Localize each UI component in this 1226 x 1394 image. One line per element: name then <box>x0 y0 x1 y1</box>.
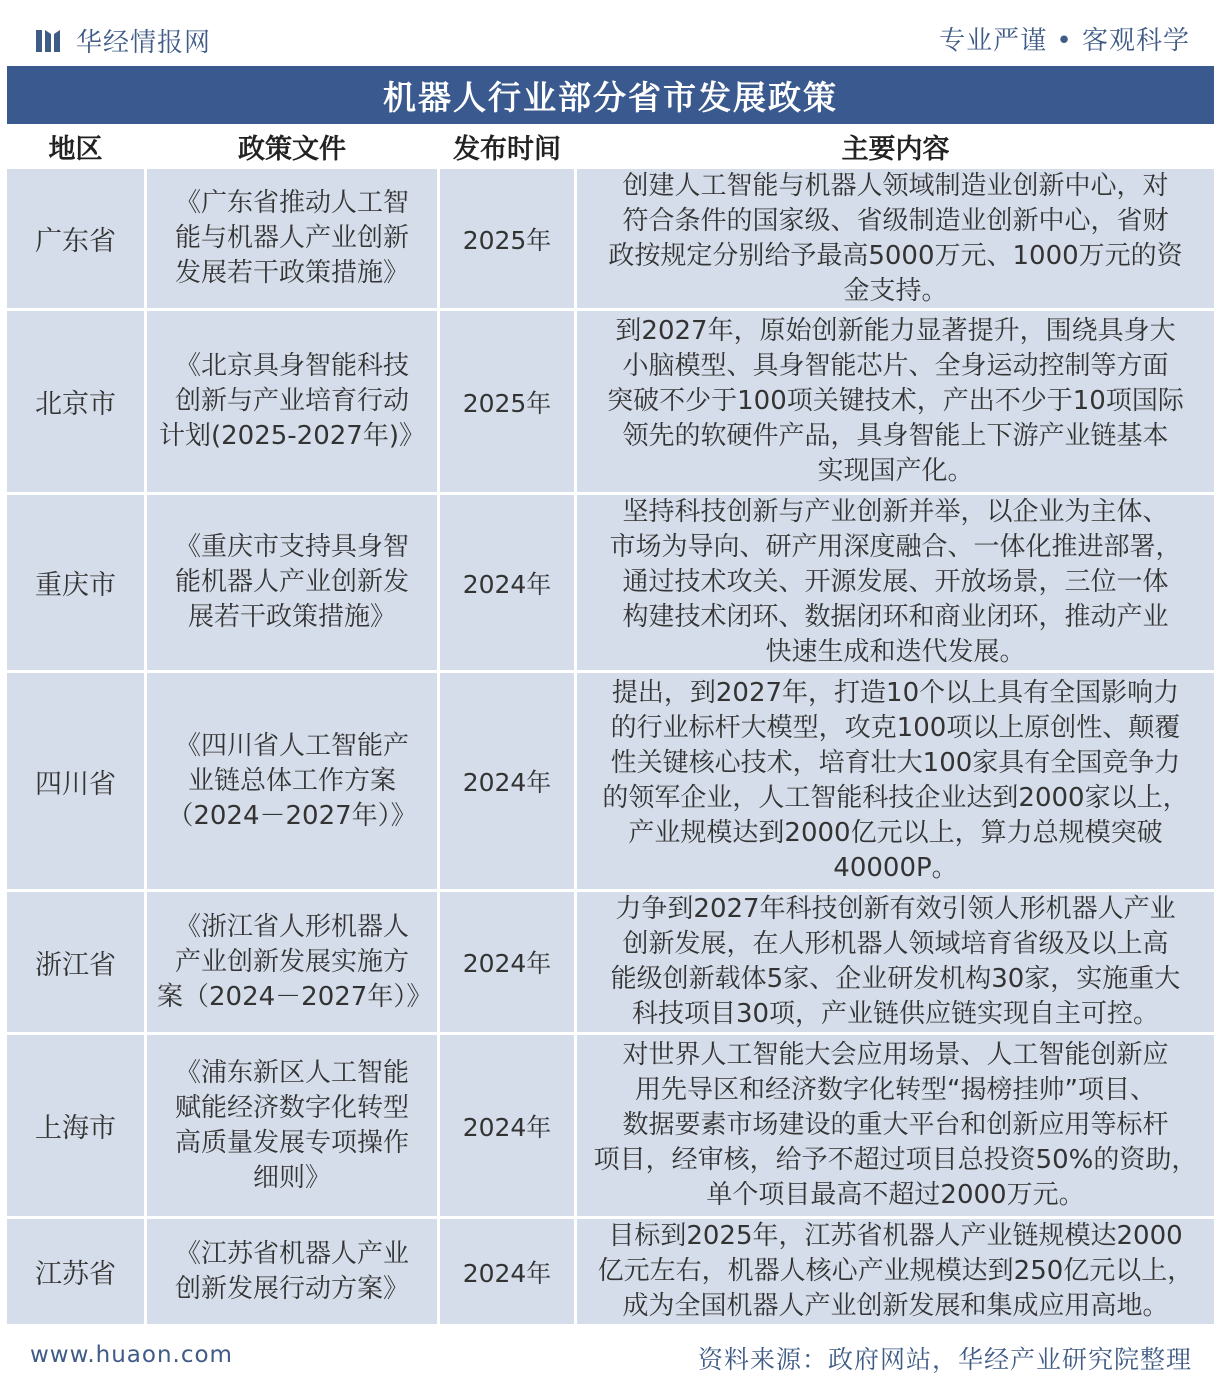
main-content-cell <box>577 495 1214 670</box>
region-cell: 四川省 <box>7 673 144 889</box>
content-line: 单个项目最高不超过2000万元。 <box>706 1180 1085 1210</box>
policy-document-line: 赋能经济数字化转型 <box>174 1092 409 1123</box>
policy-document-line: （2024－2027年）》 <box>167 800 417 831</box>
column-header-policy-document: 政策文件 <box>238 133 346 165</box>
content-line: 提出，到2027年，打造10个以上具有全国影响力 <box>611 678 1180 708</box>
top-bar <box>0 0 1226 64</box>
table-header-row <box>7 126 1214 166</box>
content-line: 构建技术闭环、数据闭环和商业闭环，推动产业 <box>622 602 1169 632</box>
content-line: 符合条件的国家级、省级制造业创新中心，省财 <box>622 205 1169 236</box>
region-cell: 北京市 <box>7 311 144 492</box>
policy-table <box>7 126 1214 1324</box>
table-row <box>7 1035 1214 1216</box>
table-row <box>7 311 1214 492</box>
column-header-release-time: 发布时间 <box>453 133 561 165</box>
table-row <box>7 495 1214 670</box>
policy-document-line: 细则》 <box>252 1162 331 1193</box>
content-line: 实现国产化。 <box>817 456 974 486</box>
content-line: 力争到2027年科技创新有效引领人形机器人产业 <box>615 894 1176 924</box>
content-line: 的行业标杆大模型，攻克100项以上原创性、颠覆 <box>610 713 1181 743</box>
table-row <box>7 892 1214 1032</box>
release-year-cell: 2024年 <box>440 1035 574 1216</box>
release-year-cell: 2025年 <box>440 169 574 308</box>
content-line: 对世界人工智能大会应用场景、人工智能创新应 <box>622 1040 1169 1070</box>
content-line: 用先导区和经济数字化转型“揭榜挂帅”项目、 <box>635 1075 1156 1105</box>
content-line: 通过技术攻关、开源发展、开放场景，三位一体 <box>622 567 1169 597</box>
content-line: 亿元左右，机器人核心产业规模达到250亿元以上， <box>597 1256 1194 1286</box>
main-content-cell <box>577 673 1214 889</box>
policy-document-line: 《广东省推动人工智 <box>174 188 409 218</box>
content-line: 领先的软硬件产品，具身智能上下游产业链基本 <box>622 421 1169 451</box>
content-line: 小脑模型、具身智能芯片、全身运动控制等方面 <box>622 351 1169 381</box>
title-bar <box>7 66 1214 124</box>
policy-document-line: 产业创新发展实施方 <box>174 946 409 977</box>
region-cell: 重庆市 <box>7 495 144 670</box>
content-line: 目标到2025年，江苏省机器人产业链规模达2000 <box>608 1221 1183 1251</box>
main-content-cell <box>577 169 1214 308</box>
policy-document-line: 《北京具身智能科技 <box>174 351 409 381</box>
main-content-cell <box>577 311 1214 492</box>
content-line: 能级创新载体5家、企业研发机构30家，实施重大 <box>610 964 1181 994</box>
content-line: 金支持。 <box>843 275 948 306</box>
release-year-cell: 2024年 <box>440 673 574 889</box>
policy-document-line: 案（2024－2027年）》 <box>157 981 433 1012</box>
brand-slogan: 专业严谨 • 客观科学 <box>939 26 1190 56</box>
website-url: www.huaon.com <box>30 1342 233 1368</box>
main-content-cell <box>577 1035 1214 1216</box>
content-line: 创建人工智能与机器人领域制造业创新中心，对 <box>622 170 1169 201</box>
policy-document-line: 展若干政策措施》 <box>187 602 396 632</box>
content-line: 到2027年，原始创新能力显著提升，围绕具身大 <box>615 316 1176 346</box>
region-cell: 广东省 <box>7 169 144 308</box>
brand-logo <box>34 22 211 59</box>
page-title: 机器人行业部分省市发展政策 <box>383 77 838 117</box>
policy-document-line: 计划(2025-2027年)》 <box>158 421 425 451</box>
policy-document-cell <box>147 495 437 670</box>
content-line: 市场为导向、研产用深度融合、一体化推进部署， <box>609 532 1182 562</box>
content-line: 项目，经审核，给予不超过项目总投资50%的资助， <box>593 1145 1198 1175</box>
content-line: 创新发展，在人形机器人领域培育省级及以上高 <box>622 929 1169 959</box>
policy-document-line: 《浦东新区人工智能 <box>174 1057 409 1088</box>
policy-document-line: 能与机器人产业创新 <box>174 223 409 253</box>
policy-document-line: 《江苏省机器人产业 <box>174 1238 409 1269</box>
table-row <box>7 1219 1214 1324</box>
brand-name: 华经情报网 <box>76 28 212 58</box>
content-line: 40000P。 <box>833 853 958 883</box>
policy-document-line: 发展若干政策措施》 <box>174 258 409 288</box>
content-line: 性关键核心技术，培育壮大100家具有全国竞争力 <box>610 748 1181 778</box>
policy-document-cell <box>147 673 437 889</box>
policy-document-line: 《浙江省人形机器人 <box>174 911 409 942</box>
table-row <box>7 673 1214 889</box>
release-year-cell: 2024年 <box>440 892 574 1032</box>
policy-document-cell <box>147 892 437 1032</box>
policy-document-cell <box>147 311 437 492</box>
policy-document-line: 能机器人产业创新发 <box>174 567 409 597</box>
policy-document-line: 业链总体工作方案 <box>187 765 396 796</box>
policy-document-cell <box>147 1035 437 1216</box>
policy-document-line: 创新与产业培育行动 <box>174 386 409 416</box>
content-line: 的领军企业，人工智能科技企业达到2000家以上， <box>602 783 1189 813</box>
policy-document-line: 《四川省人工智能产 <box>174 730 409 761</box>
column-header-region: 地区 <box>48 133 103 165</box>
content-line: 产业规模达到2000亿元以上，算力总规模突破 <box>628 818 1163 848</box>
table-row <box>7 169 1214 308</box>
main-content-cell <box>577 1219 1214 1324</box>
main-content-cell <box>577 892 1214 1032</box>
content-line: 政按规定分别给予最高5000万元、1000万元的资 <box>608 240 1183 271</box>
policy-document-cell <box>147 1219 437 1324</box>
release-year-cell: 2025年 <box>440 311 574 492</box>
release-year-cell: 2024年 <box>440 1219 574 1324</box>
policy-document-line: 创新发展行动方案》 <box>174 1273 409 1304</box>
content-line: 坚持科技创新与产业创新并举，以企业为主体、 <box>622 497 1169 527</box>
region-cell: 江苏省 <box>7 1219 144 1324</box>
content-line: 突破不少于100项关键技术，产出不少于10项国际 <box>607 386 1184 416</box>
content-line: 数据要素市场建设的重大平台和创新应用等标杆 <box>622 1110 1169 1140</box>
region-cell: 浙江省 <box>7 892 144 1032</box>
content-line: 成为全国机器人产业创新发展和集成应用高地。 <box>622 1291 1169 1321</box>
column-header-main-content: 主要内容 <box>841 133 950 165</box>
region-cell: 上海市 <box>7 1035 144 1216</box>
footer <box>0 1330 1226 1384</box>
content-line: 科技项目30项，产业链供应链实现自主可控。 <box>631 999 1160 1029</box>
policy-document-line: 高质量发展专项操作 <box>174 1127 409 1158</box>
content-line: 快速生成和迭代发展。 <box>765 637 1026 667</box>
release-year-cell: 2024年 <box>440 495 574 670</box>
policy-document-line: 《重庆市支持具身智 <box>174 532 409 562</box>
brand-logo-icon <box>34 26 64 56</box>
policy-document-cell <box>147 169 437 308</box>
data-source-note: 资料来源：政府网站，华经产业研究院整理 <box>697 1345 1192 1374</box>
